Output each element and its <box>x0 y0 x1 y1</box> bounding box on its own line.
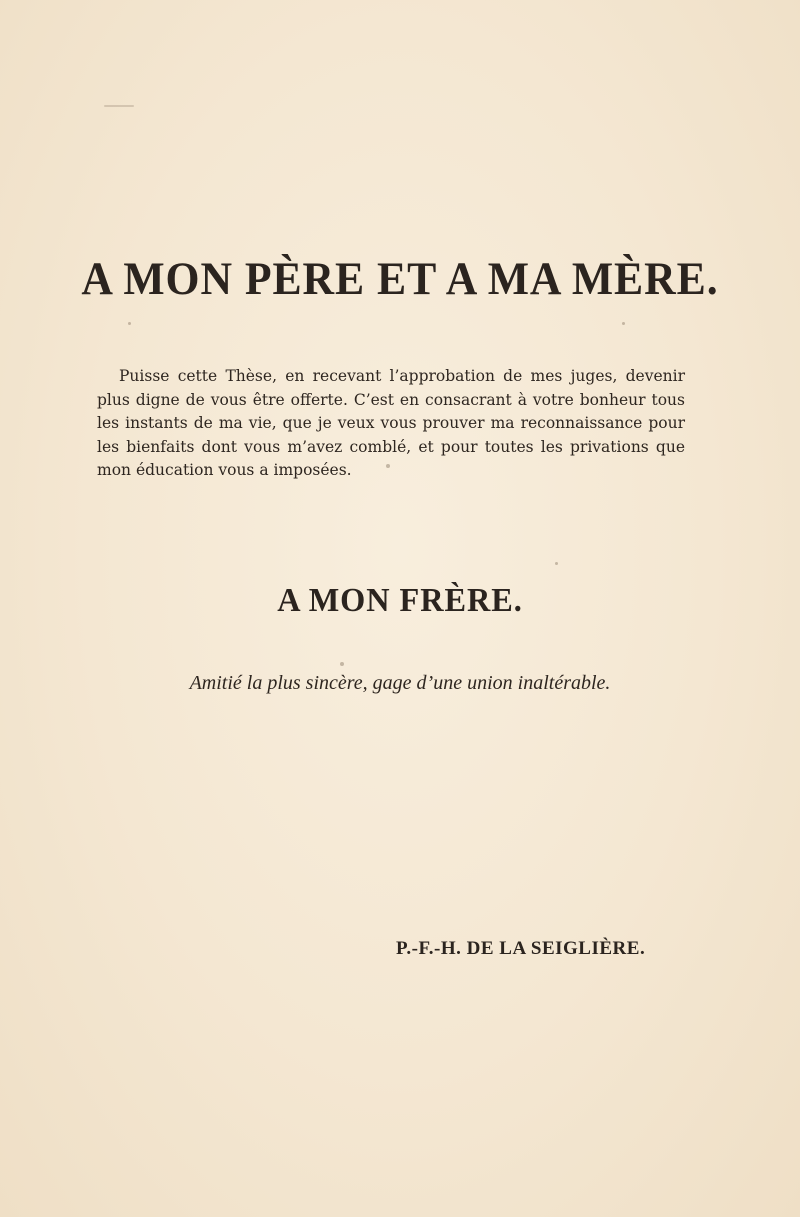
paper-speck <box>340 662 344 666</box>
paper-speck <box>555 562 558 565</box>
paper-speck <box>386 464 390 468</box>
paper-speck <box>622 322 625 325</box>
dedication-heading-parents: A MON PÈRE ET A MA MÈRE. <box>81 253 719 305</box>
paper-speck <box>128 322 131 325</box>
author-signature: P.-F.-H. DE LA SEIGLIÈRE. <box>396 938 646 959</box>
brother-dedication-line: Amitié la plus sincère, gage d’une union inaltérable. <box>189 672 611 694</box>
dedication-heading-brother: A MON FRÈRE. <box>277 582 523 619</box>
paper-speck <box>104 105 134 107</box>
dedication-paragraph: Puisse cette Thèse, en recevant l’approbation de mes juges, devenir plus digne de vous être offerte. C’est en consacrant à votre bonheur tous les instants de ma vie, que je veux vous prouver ma reconnaissance pour les bienfaits dont vous m’avez comblé, et pour toutes les privations que mon éducation vous a imposées. <box>97 367 685 479</box>
